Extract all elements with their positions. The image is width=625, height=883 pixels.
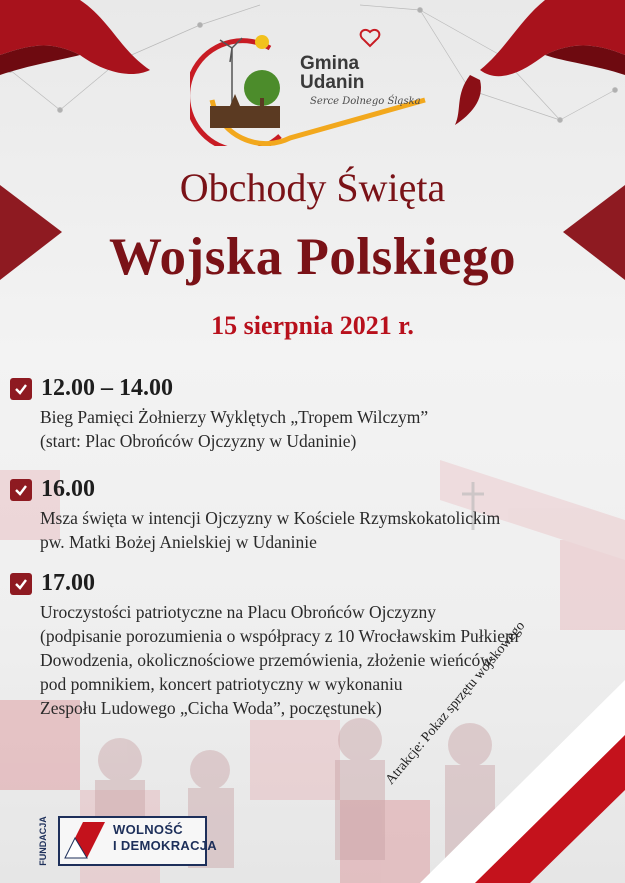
checkmark-icon: [10, 573, 32, 595]
description-line: Zespołu Ludowego „Cicha Woda”, poczęstunek): [40, 698, 382, 718]
description-line: (start: Plac Obrońców Ojczyzny w Udaninie): [40, 431, 357, 451]
logo-name-line1: Gmina: [300, 53, 360, 74]
foundation-name: [113, 822, 217, 854]
schedule-description: [40, 405, 600, 453]
attractions-ribbon-text: Atrakcje: Pokaz sprzętu wojskowego: [383, 618, 529, 788]
foundation-label-text: FUNDACJA: [37, 816, 48, 866]
description-line: pw. Matki Bożej Anielskiej w Udaninie: [40, 532, 317, 552]
checkmark-icon: [10, 479, 32, 501]
description-line: Uroczystości patriotyczne na Placu Obrońców Ojczyzny: [40, 602, 437, 622]
description-line: pod pomnikiem, koncert patriotyczny w wykonaniu: [40, 674, 403, 694]
logo-tagline: Serce Dolnego Śląska: [310, 96, 421, 107]
foundation-name-line1: WOLNOŚĆ: [113, 822, 183, 837]
event-date: 15 sierpnia 2021 r.: [211, 311, 414, 340]
title-line2: Wojska Polskiego: [108, 228, 517, 286]
schedule-description: [40, 506, 600, 554]
checkmark-icon: [10, 378, 32, 400]
description-line: Msza święta w intencji Ojczyzny w Kościele Rzymskokatolickim: [40, 508, 501, 528]
logo-name-line2: Udanin: [300, 72, 365, 93]
description-line: (podpisanie porozumienia o współpracy z 10 Wrocławskim Pułkiem: [40, 626, 519, 646]
schedule-time: 12.00 – 14.00: [41, 375, 173, 401]
schedule-time: 17.00: [41, 570, 95, 596]
title-line1: Obchody Święta: [179, 165, 446, 210]
foundation-name-line2: I DEMOKRACJA: [113, 838, 217, 853]
description-line: Dowodzenia, okolicznościowe przemówienia, złożenie wieńców: [40, 650, 493, 670]
description-line: Bieg Pamięci Żołnierzy Wyklętych „Tropem Wilczym”: [40, 407, 429, 427]
logo-name: [300, 54, 364, 92]
schedule-time: 16.00: [41, 476, 95, 502]
foundation-label: [32, 816, 48, 866]
foundation-flag-icon: [63, 820, 107, 860]
